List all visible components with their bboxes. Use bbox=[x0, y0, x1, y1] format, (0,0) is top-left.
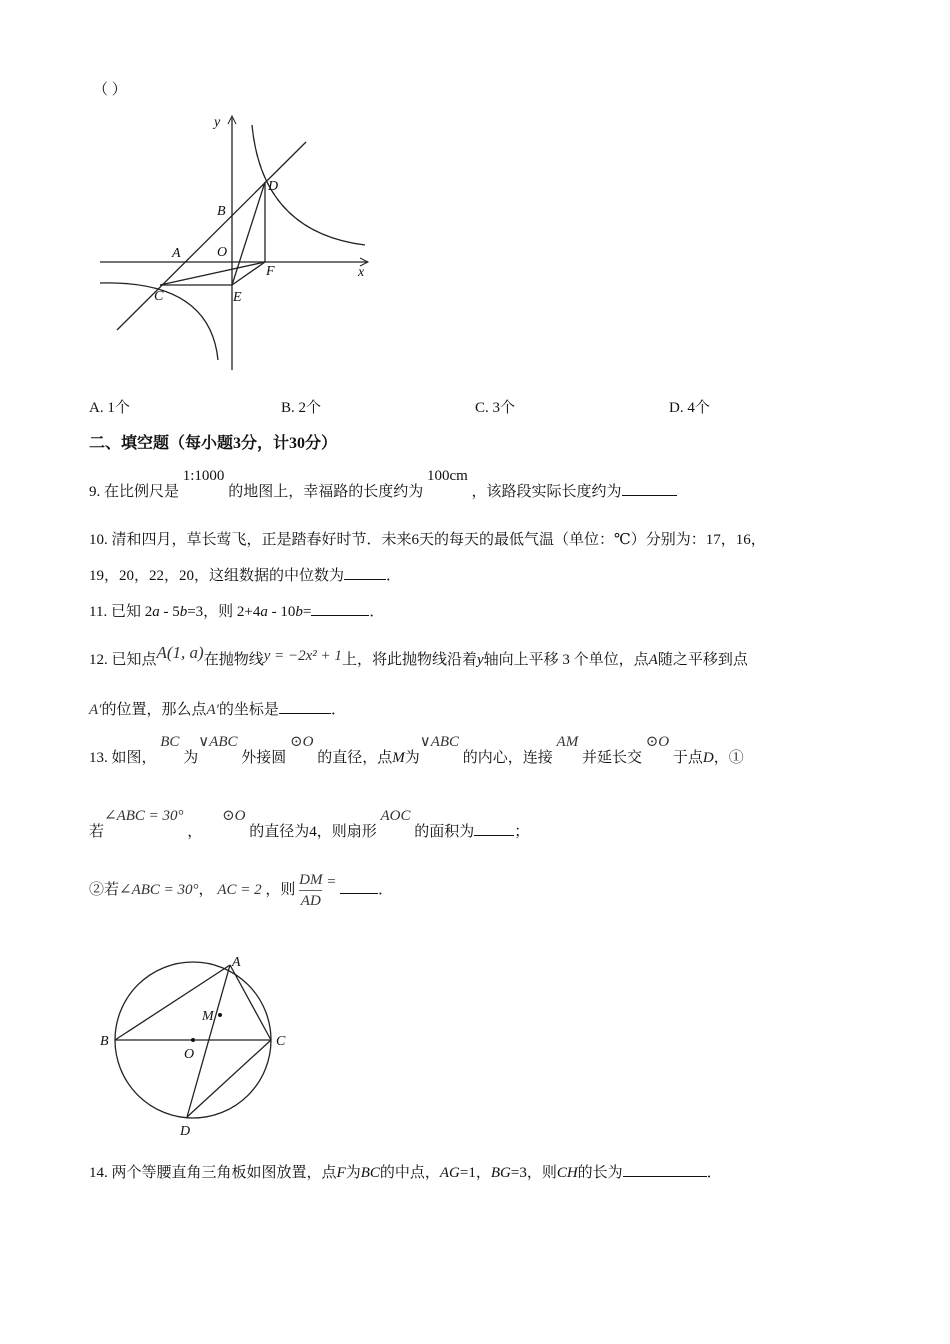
text: 11. 已知 2 bbox=[89, 604, 153, 620]
math: ⊙O bbox=[222, 808, 246, 824]
text: 的直径，点 bbox=[317, 750, 393, 766]
math: 100cm bbox=[426, 468, 468, 484]
svg-text:B: B bbox=[100, 1034, 109, 1049]
text: 为 bbox=[183, 750, 199, 766]
question-10-line1: 10. 清和四月，草长莺飞，正是踏春好时节．未来6天的每天的最低气温（单位：℃）分别为：17，16， bbox=[89, 532, 766, 548]
text: 的位置，那么点 bbox=[101, 702, 207, 718]
math: ∠ABC = 30° bbox=[104, 808, 184, 824]
math: A(1, a) bbox=[156, 643, 204, 662]
text: ， bbox=[187, 824, 203, 840]
answer-blank[interactable] bbox=[340, 879, 378, 894]
text: ，该路段实际长度约为 bbox=[471, 484, 622, 500]
text: 的面积为 bbox=[414, 824, 475, 840]
question-10-line2 bbox=[89, 564, 401, 585]
text: ； bbox=[514, 824, 530, 840]
var: a bbox=[152, 604, 160, 620]
answer-blank[interactable] bbox=[279, 699, 331, 714]
text: 于点 bbox=[672, 750, 703, 766]
var: CH bbox=[556, 1165, 578, 1181]
question-13-line3 bbox=[89, 870, 393, 911]
answer-blank[interactable] bbox=[622, 481, 677, 496]
circle-figure bbox=[95, 950, 295, 1140]
text: ，① bbox=[713, 750, 744, 766]
var: F bbox=[336, 1165, 346, 1181]
math: ∨ABC bbox=[198, 734, 238, 750]
var: A bbox=[648, 652, 658, 668]
question-12-line2 bbox=[89, 698, 346, 719]
option-c[interactable]: C. 3个 bbox=[475, 400, 516, 416]
text: = bbox=[302, 604, 312, 620]
svg-text:C: C bbox=[154, 289, 164, 304]
svg-text:x: x bbox=[358, 265, 365, 280]
math: ⊙O bbox=[645, 734, 670, 750]
text: ， bbox=[198, 881, 214, 898]
var: D bbox=[702, 750, 714, 766]
section-title: 二、填空题（每小题3分，计30分） bbox=[89, 435, 338, 452]
hyperbola-graph-figure bbox=[95, 110, 380, 375]
text: 19，20，22，20，这组数据的中位数为 bbox=[89, 568, 345, 584]
text: 13. 如图， bbox=[89, 750, 157, 766]
svg-text:E: E bbox=[233, 290, 242, 305]
text: 的中点， bbox=[379, 1165, 440, 1181]
math: ⊙O bbox=[290, 734, 314, 750]
math: 1:1000 bbox=[182, 468, 225, 484]
text: 的直径为4，则扇形 bbox=[249, 824, 377, 840]
text: 为 bbox=[404, 750, 420, 766]
math: A′ bbox=[89, 702, 102, 718]
text: 为 bbox=[345, 1165, 361, 1181]
svg-text:y: y bbox=[214, 115, 221, 130]
svg-text:O: O bbox=[217, 245, 228, 260]
var: b bbox=[295, 604, 303, 620]
question-9 bbox=[89, 468, 677, 501]
numerator: DM bbox=[299, 870, 322, 891]
text: 外接圆 bbox=[241, 750, 287, 766]
answer-blank[interactable] bbox=[474, 821, 514, 836]
svg-text:F: F bbox=[266, 264, 275, 279]
text: 轴向上平移 3 个单位，点 bbox=[483, 652, 649, 668]
text: 9. 在比例尺是 bbox=[89, 484, 180, 500]
option-b[interactable]: B. 2个 bbox=[281, 400, 322, 416]
svg-text:D: D bbox=[180, 1124, 191, 1139]
math: = bbox=[326, 873, 337, 890]
fraction bbox=[299, 870, 322, 911]
svg-text:A: A bbox=[172, 246, 181, 261]
math: AM bbox=[556, 734, 579, 750]
text: 的长为 bbox=[577, 1165, 623, 1181]
var: BC bbox=[360, 1165, 380, 1181]
text: ②若 bbox=[89, 881, 120, 898]
svg-text:M: M bbox=[202, 1009, 214, 1024]
question-12-line1 bbox=[89, 643, 748, 669]
var: y bbox=[476, 652, 484, 668]
text: ． bbox=[369, 604, 385, 620]
text: =3，则 bbox=[510, 1165, 557, 1181]
line-ab bbox=[117, 142, 306, 330]
text: ． bbox=[378, 881, 394, 898]
question-13-line1 bbox=[89, 734, 744, 767]
text: 的坐标是 bbox=[218, 702, 279, 718]
math: A′ bbox=[206, 702, 219, 718]
question-13-line2 bbox=[89, 808, 530, 841]
option-d[interactable]: D. 4个 bbox=[669, 400, 710, 416]
var: BG bbox=[490, 1165, 511, 1181]
math: ∨ABC bbox=[419, 734, 460, 750]
text: 并延长交 bbox=[581, 750, 642, 766]
answer-blank[interactable] bbox=[311, 601, 369, 616]
text: 随之平移到点 bbox=[657, 652, 748, 668]
text: 若 bbox=[89, 824, 105, 840]
text: - 10 bbox=[267, 604, 296, 620]
math: BC bbox=[160, 734, 180, 750]
text: 12. 已知点 bbox=[89, 652, 157, 668]
var: M bbox=[392, 750, 405, 766]
text: ． bbox=[706, 1165, 722, 1181]
svg-text:D: D bbox=[268, 179, 279, 194]
math: ∠ABC = 30° bbox=[119, 881, 199, 898]
math: AC = 2 bbox=[217, 881, 262, 898]
text: ，则 bbox=[265, 881, 296, 898]
answer-parentheses: （ ） bbox=[93, 82, 127, 98]
var: b bbox=[179, 604, 188, 620]
option-a[interactable]: A. 1个 bbox=[89, 400, 130, 416]
text: 在抛物线 bbox=[203, 652, 264, 668]
question-11 bbox=[89, 600, 384, 621]
svg-text:C: C bbox=[276, 1034, 286, 1049]
math: AOC bbox=[380, 808, 411, 824]
text: 上，将此抛物线沿着 bbox=[341, 652, 477, 668]
text: 14. 两个等腰直角三角板如图放置，点 bbox=[89, 1165, 337, 1181]
svg-text:O: O bbox=[184, 1047, 195, 1062]
text: ． bbox=[386, 568, 402, 584]
svg-text:B: B bbox=[217, 204, 226, 219]
var: AG bbox=[439, 1165, 460, 1181]
text: =1， bbox=[459, 1165, 491, 1181]
math: y = −2x² + 1 bbox=[263, 648, 342, 664]
svg-text:A: A bbox=[232, 955, 241, 970]
answer-blank[interactable] bbox=[623, 1162, 707, 1177]
var: a bbox=[260, 604, 268, 620]
text: =3，则 2+4 bbox=[187, 604, 261, 620]
text: 的内心，连接 bbox=[462, 750, 553, 766]
answer-blank[interactable] bbox=[344, 565, 386, 580]
question-14 bbox=[89, 1161, 722, 1182]
text: - 5 bbox=[159, 604, 180, 620]
denominator: AD bbox=[300, 893, 321, 909]
text: 的地图上，幸福路的长度约为 bbox=[228, 484, 424, 500]
text: ． bbox=[330, 702, 346, 718]
